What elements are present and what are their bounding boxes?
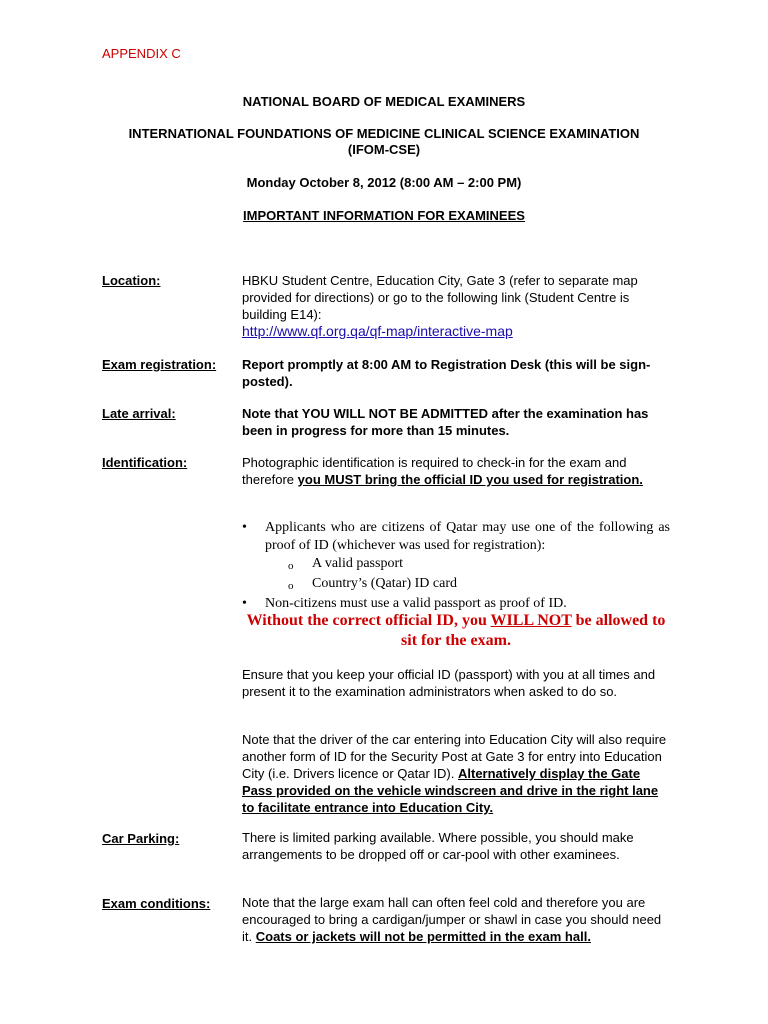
location-label: Location:	[102, 273, 161, 288]
sub-bullet-icon: o	[288, 560, 294, 572]
id-requirements-list	[242, 519, 670, 613]
location-description: HBKU Student Centre, Education City, Gate 3 (refer to separate map provided for directions) or go to the following link (Student Centre is building E14):	[242, 273, 638, 322]
sub-list-item-text: A valid passport	[312, 556, 403, 571]
sub-list-item	[242, 555, 670, 575]
registration-text: Report promptly at 8:00 AM to Registration Desk (this will be sign-posted).	[242, 357, 651, 389]
conditions-text-plain: Note that the large exam hall can often feel cold and therefore you are encouraged to bring a cardigan/jumper or shawl in case you should need it.	[242, 895, 662, 944]
id-warning	[242, 611, 670, 651]
warning-text-post: be allowed to sit for the exam.	[401, 612, 666, 649]
exam-date: Monday October 8, 2012 (8:00 AM – 2:00 PM)	[246, 175, 522, 190]
exam-title-line1: INTERNATIONAL FOUNDATIONS OF MEDICINE CLINICAL SCIENCE EXAMINATION	[128, 126, 640, 141]
sub-bullet-icon: o	[288, 580, 294, 592]
bullet-icon: •	[242, 520, 247, 535]
appendix-label: APPENDIX C	[102, 46, 181, 61]
id-paragraph-2	[242, 731, 672, 816]
sub-list-item	[242, 575, 670, 595]
list-item-text: Applicants who are citizens of Qatar may use one of the following as proof of ID (whichever was used for registration):	[265, 520, 670, 553]
conditions-label: Exam conditions:	[102, 896, 211, 911]
id-paragraph-2-plain: Note that the driver of the car entering into Education City will also require another form of ID for the Security Post at Gate 3 for entry into Education City (i.e. Drivers licence or Qatar ID).	[242, 732, 667, 781]
parking-label: Car Parking:	[102, 831, 180, 846]
registration-label: Exam registration:	[102, 357, 217, 372]
bullet-icon: •	[242, 596, 247, 611]
warning-text-pre: Without the correct official ID, you	[246, 612, 491, 629]
page-subtitle: IMPORTANT INFORMATION FOR EXAMINEES	[243, 208, 525, 223]
list-item	[242, 519, 670, 555]
exam-title	[60, 126, 708, 158]
identification-text	[242, 454, 672, 488]
late-arrival-label: Late arrival:	[102, 406, 176, 421]
warning-text-emphasis: WILL NOT	[490, 612, 572, 629]
conditions-text-bold: Coats or jackets will not be permitted in the exam hall.	[255, 929, 591, 944]
conditions-text	[242, 894, 672, 945]
id-paragraph-1: Ensure that you keep your official ID (passport) with you at all times and present it to the examination administrators when asked to do so.	[242, 667, 656, 699]
late-arrival-text: Note that YOU WILL NOT BE ADMITTED after the examination has been in progress for more than 15 minutes.	[242, 406, 649, 438]
organization-title: NATIONAL BOARD OF MEDICAL EXAMINERS	[242, 94, 526, 109]
identification-text-bold: you MUST bring the official ID you used for registration.	[297, 472, 643, 487]
identification-label: Identification:	[102, 455, 188, 470]
map-link[interactable]: http://www.qf.org.qa/qf-map/interactive-map	[242, 323, 513, 339]
sub-list-item-text: Country’s (Qatar) ID card	[312, 576, 458, 591]
identification-text-plain: Photographic identification is required to check-in for the exam and therefore	[242, 455, 627, 487]
id-paragraph-2-bold: Alternatively display the Gate Pass provided on the vehicle windscreen and drive in the right lane to facilitate entrance into Education City.	[242, 766, 659, 815]
list-item-text: Non-citizens must use a valid passport as proof of ID.	[265, 596, 567, 611]
exam-title-line2: (IFOM-CSE)	[347, 142, 421, 157]
parking-text: There is limited parking available. Where possible, you should make arrangements to be dropped off or car-pool with other examinees.	[242, 830, 634, 862]
location-text	[242, 272, 672, 340]
